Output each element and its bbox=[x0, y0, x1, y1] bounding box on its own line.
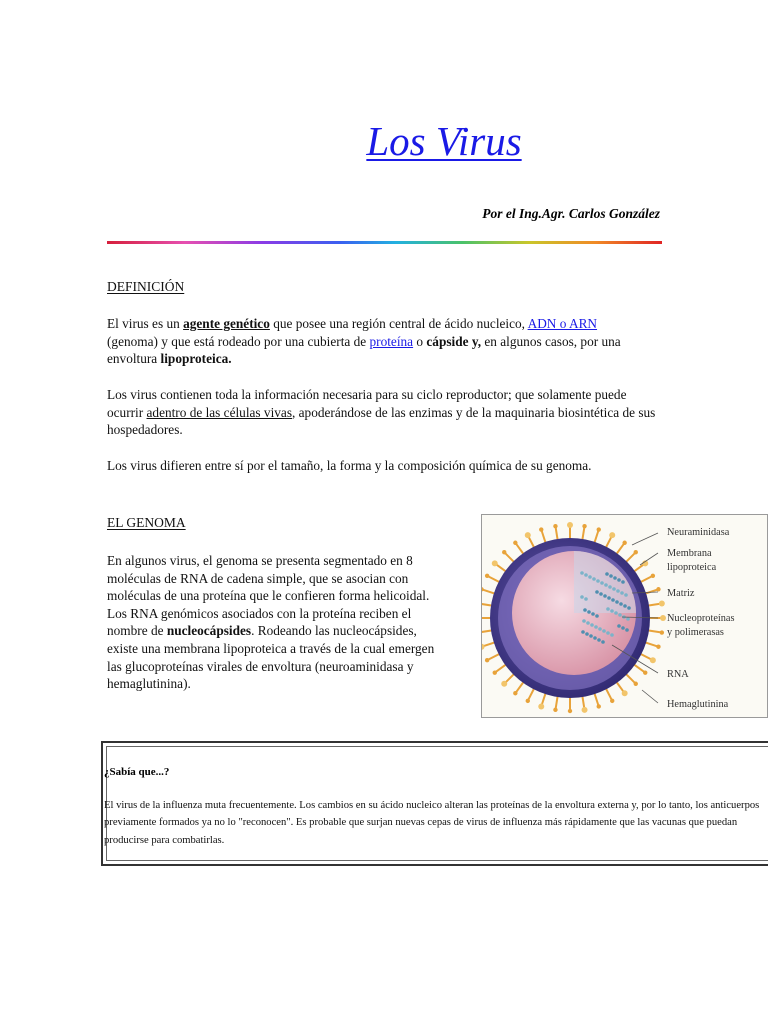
nucleoprotein-dot bbox=[582, 619, 586, 623]
nucleoprotein-dot bbox=[580, 571, 584, 575]
nucleoprotein-dot bbox=[581, 630, 585, 634]
nucleoprotein-dot bbox=[612, 587, 616, 591]
nucleoprotein-dot bbox=[589, 634, 593, 638]
envelope-spike bbox=[505, 553, 515, 563]
glycoprotein-knob bbox=[650, 657, 656, 663]
capside-term: cápside y, bbox=[426, 333, 482, 349]
nucleoprotein-dot bbox=[621, 580, 625, 584]
nucleoprotein-dot bbox=[603, 594, 607, 598]
celulas-vivas-term: adentro de las células vivas bbox=[146, 404, 292, 420]
nucleoprotein-dot bbox=[621, 626, 625, 630]
page-title[interactable]: Los Virus bbox=[366, 118, 522, 164]
glycoprotein-knob bbox=[634, 550, 638, 554]
nucleoprotein-dot bbox=[616, 589, 620, 593]
glycoprotein-knob bbox=[651, 574, 655, 578]
nucleoprotein-dot bbox=[587, 610, 591, 614]
envelope-spike bbox=[556, 695, 558, 709]
nucleoprotein-dot bbox=[595, 590, 599, 594]
nucleoprotein-dot bbox=[584, 597, 588, 601]
agente-genetico-term: agente genético bbox=[183, 316, 270, 331]
nucleoprotein-dot bbox=[584, 573, 588, 577]
nucleoprotein-dot bbox=[611, 598, 615, 602]
envelope-spike bbox=[625, 673, 635, 683]
label-rna: RNA bbox=[667, 669, 689, 680]
nucleoprotein-dot bbox=[609, 574, 613, 578]
glycoprotein-knob bbox=[622, 541, 626, 545]
envelope-spike bbox=[483, 642, 496, 646]
nucleoprotein-dot bbox=[617, 578, 621, 582]
envelope-spike bbox=[496, 564, 507, 572]
lipoproteica-term: lipoproteica. bbox=[160, 351, 232, 367]
rainbow-divider bbox=[107, 241, 662, 244]
envelope-spike bbox=[582, 695, 584, 709]
glycoprotein-knob bbox=[656, 645, 660, 649]
nucleoprotein-dot bbox=[588, 575, 592, 579]
label-matriz: Matriz bbox=[667, 588, 695, 599]
nucleoprotein-dot bbox=[593, 636, 597, 640]
label-polimerasas: y polimerasas bbox=[667, 627, 724, 638]
glycoprotein-knob bbox=[485, 574, 489, 578]
definicion-paragraph-2 bbox=[107, 386, 657, 439]
text: El virus es un bbox=[107, 316, 184, 331]
glycoprotein-knob bbox=[482, 644, 485, 650]
text: que posee una región central de ácido nucleico, bbox=[269, 316, 528, 331]
definicion-paragraph-3: Los virus difieren entre sí por el tamaño, la forma y la composición química de su genoma. bbox=[107, 458, 592, 473]
envelope-spike bbox=[625, 553, 635, 563]
nucleoprotein-dot bbox=[602, 629, 606, 633]
text: (genoma) y que está rodeado por una cubierta de bbox=[107, 333, 370, 349]
glycoprotein-knob bbox=[610, 699, 614, 703]
author-byline: Por el Ing.Agr. Carlos González bbox=[482, 206, 660, 221]
glycoprotein-knob bbox=[513, 691, 517, 695]
nucleoprotein-dot bbox=[614, 611, 618, 615]
envelope-spike bbox=[528, 687, 534, 699]
nucleoprotein-dot bbox=[605, 572, 609, 576]
nucleoprotein-dot bbox=[586, 621, 590, 625]
glycoprotein-knob bbox=[660, 615, 666, 621]
glycoprotein-knob bbox=[609, 532, 615, 538]
label-hemaglutinina: Hemaglutinina bbox=[667, 699, 729, 710]
glycoprotein-knob bbox=[568, 709, 572, 713]
envelope-spike bbox=[639, 576, 651, 582]
text: . Rodeando las nucleocápsides, existe una membrana lipoproteica a través de la cual emergen las glucoproteínas virales de envoltura (neuroaminidasa y hemaglutinina). bbox=[107, 623, 435, 692]
glycoprotein-knob bbox=[660, 630, 664, 634]
nucleoprotein-dot bbox=[620, 591, 624, 595]
glycoprotein-knob bbox=[539, 527, 543, 531]
glycoprotein-knob bbox=[493, 670, 497, 674]
nucleoprotein-dot bbox=[606, 607, 610, 611]
label-neuraminidasa: Neuraminidasa bbox=[667, 527, 730, 538]
text: o bbox=[413, 333, 427, 349]
section-heading-definicion: DEFINICIÓN bbox=[107, 279, 185, 294]
sabia-que-title: ¿Sabía que...? bbox=[104, 766, 170, 778]
nucleoprotein-dot bbox=[615, 600, 619, 604]
nucleoprotein-dot bbox=[595, 614, 599, 618]
nucleoprotein-dot bbox=[580, 595, 584, 599]
glycoprotein-knob bbox=[485, 658, 489, 662]
nucleoprotein-dot bbox=[617, 624, 621, 628]
glycoprotein-knob bbox=[582, 707, 588, 713]
envelope-spike bbox=[644, 642, 657, 646]
glycoprotein-knob bbox=[502, 550, 506, 554]
glycoprotein-knob bbox=[643, 670, 647, 674]
text: En algunos virus, el genoma se presenta segmentado en 8 moléculas de RNA de cadena simple, que se asocian con moléculas de una proteína que le confieren forma helicoidal. Los RNA genómicos asociados con la proteína reciben el nombre de bbox=[107, 553, 430, 639]
nucleoprotein-dot bbox=[623, 604, 627, 608]
glycoprotein-knob bbox=[553, 524, 557, 528]
definicion-paragraph-1 bbox=[107, 315, 637, 368]
envelope-spike bbox=[647, 604, 661, 606]
genoma-paragraph bbox=[107, 552, 445, 693]
glycoprotein-knob bbox=[553, 708, 557, 712]
envelope-spike bbox=[483, 590, 496, 594]
envelope-spike bbox=[505, 673, 515, 683]
nucleoprotein-dot bbox=[592, 577, 596, 581]
nucleoprotein-dot bbox=[610, 609, 614, 613]
envelope-spike bbox=[582, 527, 584, 541]
envelope-spike bbox=[542, 692, 546, 705]
glycoprotein-knob bbox=[659, 600, 665, 606]
nucleoprotein-dot bbox=[625, 628, 629, 632]
sabia-que-text: El virus de la influenza muta frecuentemente. Los cambios en su ácido nucleico alteran las proteínas de la envoltura externa y, por lo tanto, los anticuerpos previamente formados ya no lo "reconocen". Es probable que surjan nuevas cepas de virus de influenza más rápidamente que las vacunas que puedan producirse para combatirlas. bbox=[104, 800, 760, 846]
text: , apoderándose de las enzimas y de la maquinaria biosintética de sus hospedadores. bbox=[107, 404, 656, 438]
label-lipoproteica: lipoproteica bbox=[667, 562, 717, 573]
nucleoprotein-dot bbox=[596, 579, 600, 583]
glycoprotein-knob bbox=[567, 522, 573, 528]
section-heading-genoma: EL GENOMA bbox=[107, 515, 186, 530]
envelope-spike bbox=[639, 653, 651, 659]
glycoprotein-knob bbox=[582, 524, 586, 528]
envelope-spike bbox=[516, 544, 524, 555]
envelope-spike bbox=[488, 576, 500, 582]
glycoprotein-knob bbox=[538, 703, 544, 709]
envelope-spike bbox=[542, 531, 546, 544]
nucleoprotein-dot bbox=[624, 593, 628, 597]
glycoprotein-knob bbox=[656, 587, 660, 591]
label-membrana: Membrana bbox=[667, 548, 712, 559]
envelope-spike bbox=[556, 527, 558, 541]
nucleoprotein-dot bbox=[626, 617, 630, 621]
nucleoprotein-dot bbox=[594, 625, 598, 629]
nucleoprotein-dot bbox=[597, 638, 601, 642]
envelope-spike bbox=[488, 653, 500, 659]
nucleoprotein-dot bbox=[601, 640, 605, 644]
influenza-virus-diagram bbox=[482, 515, 768, 718]
glycoprotein-knob bbox=[597, 704, 601, 708]
envelope-spike bbox=[633, 664, 644, 672]
nucleoprotein-dot bbox=[583, 608, 587, 612]
glycoprotein-knob bbox=[513, 541, 517, 545]
envelope-spike bbox=[647, 630, 661, 632]
nucleoprotein-dot bbox=[604, 583, 608, 587]
envelope-spike bbox=[605, 687, 611, 699]
glycoprotein-knob bbox=[597, 527, 601, 531]
envelope-spike bbox=[516, 681, 524, 692]
adn-arn-link[interactable]: ADN o ARN bbox=[527, 316, 598, 331]
nucleoprotein-dot bbox=[610, 633, 614, 637]
glycoprotein-knob bbox=[492, 560, 498, 566]
nucleoprotein-dot bbox=[606, 631, 610, 635]
glycoprotein-knob bbox=[634, 682, 638, 686]
nucleoprotein-dot bbox=[590, 623, 594, 627]
nucleocapsides-term: nucleocápsides bbox=[166, 623, 252, 639]
nucleoprotein-dot bbox=[607, 596, 611, 600]
envelope-spike bbox=[605, 536, 611, 548]
text: Los virus contienen toda la información necesaria para su ciclo reproductor; que solamente puede ocurrir bbox=[107, 387, 627, 420]
nucleoprotein-dot bbox=[591, 612, 595, 616]
glycoprotein-knob bbox=[525, 532, 531, 538]
glycoprotein-knob bbox=[622, 690, 628, 696]
envelope-spike bbox=[528, 536, 534, 548]
nucleoprotein-dot bbox=[608, 585, 612, 589]
envelope-spike bbox=[496, 664, 507, 672]
envelope-spike bbox=[616, 544, 624, 555]
nucleoprotein-dot bbox=[599, 592, 603, 596]
nucleoprotein-dot bbox=[627, 606, 631, 610]
envelope-spike bbox=[594, 692, 598, 705]
nucleoprotein-dot bbox=[618, 613, 622, 617]
nucleoprotein-dot bbox=[600, 581, 604, 585]
virus-illustration bbox=[481, 514, 768, 718]
nucleoprotein-dot bbox=[598, 627, 602, 631]
proteina-link[interactable]: proteína bbox=[369, 333, 414, 349]
envelope-spike bbox=[633, 564, 644, 572]
nucleoprotein-dot bbox=[585, 632, 589, 636]
nucleoprotein-dot bbox=[613, 576, 617, 580]
glycoprotein-knob bbox=[501, 681, 507, 687]
nucleoprotein-dot bbox=[619, 602, 623, 606]
envelope-spike bbox=[594, 531, 598, 544]
label-nucleoproteinas: Nucleoproteínas bbox=[667, 613, 735, 624]
envelope-spike bbox=[616, 681, 624, 692]
text: en algunos casos, por una envoltura bbox=[107, 333, 621, 367]
glycoprotein-knob bbox=[526, 699, 530, 703]
